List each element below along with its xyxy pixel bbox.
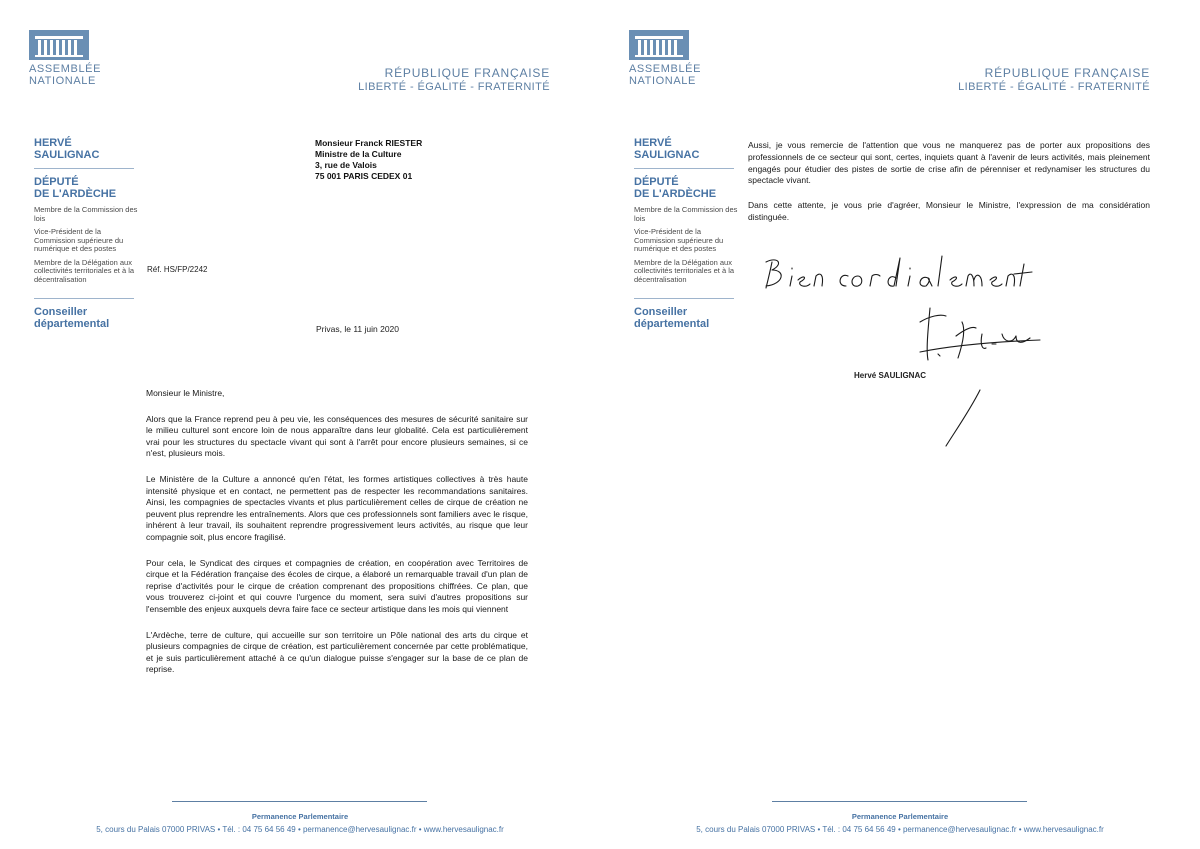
republic-motto: LIBERTÉ - ÉGALITÉ - FRATERNITÉ [958, 81, 1150, 93]
letter-date: Privas, le 11 juin 2020 [316, 324, 400, 334]
other-role-1: Conseiller [634, 306, 688, 318]
handwritten-signature [750, 250, 1050, 450]
sidebar [634, 137, 744, 330]
membership-1: Membre de la Commission des lois [634, 205, 738, 223]
deputy-role-1: DÉPUTÉ [34, 176, 79, 188]
recipient-line: 75 001 PARIS CEDEX 01 [315, 171, 413, 181]
recipient-line: Ministre de la Culture [315, 149, 402, 159]
paragraph: Alors que la France reprend peu à peu vie, les conséquences des mesures de sécurité sanitaire sur le milieu culturel sont encore loin de nous apparaître dans leur globalité. Cela est particulièrement vrai pour les structures du spectacle vivant qui sont à l'arrêt pour encore plusieurs semaines, si ce n'est, plusieurs mois. [146, 413, 528, 459]
republic-motto: LIBERTÉ - ÉGALITÉ - FRATERNITÉ [358, 81, 550, 93]
recipient-address [315, 138, 422, 182]
salutation: Monsieur le Ministre, [146, 388, 225, 398]
deputy-role-1: DÉPUTÉ [634, 176, 679, 188]
footer-divider [172, 801, 427, 802]
paragraph: L'Ardèche, terre de culture, qui accueille sur son territoire un Pôle national des arts du cirque et plusieurs compagnies de cirque de création, est particulièrement concernée par cette problématique, et je suis particulièrement attaché à ce qu'un dialogue puisse s'engager sur la base de ce plan de reprise. [146, 629, 528, 675]
footer-title: Permanence Parlementaire [251, 812, 349, 821]
footer-title: Permanence Parlementaire [851, 812, 949, 821]
paragraph: Aussi, je vous remercie de l'attention que vous ne manquerez pas de porter aux propositions des professionnels de ce secteur qui sont, certes, inquiets quant à l'avenir de leurs activités, mais pleinement engagés pour étudier des pistes de sortie de crise afin de pérenniser et redynamiser les structures du spectacle vivant. [748, 140, 1150, 186]
republic-title: RÉPUBLIQUE FRANÇAISE [984, 66, 1150, 80]
letter-page-2 [600, 0, 1200, 849]
deputy-first-name: HERVÉ [34, 137, 72, 149]
paragraph: Dans cette attente, je vous prie d'agréer, Monsieur le Ministre, l'expression de ma considération distinguée. [748, 200, 1150, 222]
logo-line-2: NATIONALE [629, 75, 696, 87]
logo-line-1: ASSEMBLÉE [29, 63, 102, 75]
other-role-1: Conseiller [34, 306, 88, 318]
footer-divider [772, 801, 1027, 802]
sidebar-divider [634, 168, 734, 169]
membership-2: Vice-Président de la Commission supérieure du numérique et des postes [34, 227, 124, 253]
deputy-last-name: SAULIGNAC [34, 149, 100, 161]
recipient-line: 3, rue de Valois [315, 160, 377, 170]
deputy-role-2: DE L'ARDÈCHE [634, 188, 717, 200]
republic-header [958, 66, 1150, 93]
logo-line-1: ASSEMBLÉE [629, 63, 702, 75]
republic-header [358, 66, 550, 93]
membership-3: Membre de la Délégation aux collectivités territoriales et à la décentralisation [34, 257, 135, 284]
paragraph: Pour cela, le Syndicat des cirques et compagnies de création, en coopération avec Territoires de cirque et la Fédération française des écoles de cirque, a élaboré un remarquable travail d'un plan de reprise d'activités pour le cirque de création comprenant des propositions chiffrées. Ce plan, que vous trouverez ci-joint et qui couvre l'urgence du moment, sera suivi d'autres propositions sur l'ensemble des enjeux auxquels devra faire face ce secteur artistique dans les mois qui viennent [146, 557, 528, 614]
recipient-line: Monsieur Franck RIESTER [315, 138, 423, 148]
assemblee-logo [629, 30, 714, 87]
reference: Réf. HS/FP/2242 [147, 265, 208, 274]
letter-body [146, 388, 528, 690]
other-role-2: départemental [634, 318, 710, 330]
footer-contact: 5, cours du Palais 07000 PRIVAS • Tél. : 04 75 64 56 49 • permanence@hervesaulignac.fr • www.hervesaulignac.fr [696, 825, 1104, 834]
assemblee-emblem-icon [29, 30, 89, 60]
paragraph: Le Ministère de la Culture a annoncé qu'en l'état, les formes artistiques collectives à très haute intensité physique et en contact, ne permettent pas de respecter les recommandations sanitaires. Ainsi, les compagnies de spectacles vivants et plus particulièrement celles de cirque de création ne peuvent plus reprendre les entraînements. Alors que ces professionnels sont familiers avec le risque, inhérent à leur travail, ils souhaitent reprendre progressivement leurs activités, au risque que leur compagnie soit, plus encore fragilisé. [146, 473, 528, 542]
membership-2: Vice-Président de la Commission supérieure du numérique et des postes [634, 227, 724, 253]
membership-1: Membre de la Commission des lois [34, 205, 138, 223]
deputy-first-name: HERVÉ [634, 137, 672, 149]
sidebar-divider [34, 298, 134, 299]
deputy-last-name: SAULIGNAC [634, 149, 700, 161]
sidebar-divider [634, 298, 734, 299]
letter-body [748, 140, 1150, 237]
assemblee-emblem-icon [629, 30, 689, 60]
sidebar-divider [34, 168, 134, 169]
sidebar [34, 137, 144, 330]
republic-title: RÉPUBLIQUE FRANÇAISE [384, 66, 550, 80]
membership-3: Membre de la Délégation aux collectivités territoriales et à la décentralisation [634, 257, 735, 284]
deputy-role-2: DE L'ARDÈCHE [34, 188, 117, 200]
footer-contact: 5, cours du Palais 07000 PRIVAS • Tél. : 04 75 64 56 49 • permanence@hervesaulignac.fr • www.hervesaulignac.fr [96, 825, 504, 834]
logo-line-2: NATIONALE [29, 75, 96, 87]
other-role-2: départemental [34, 318, 110, 330]
signer-name: Hervé SAULIGNAC [854, 371, 927, 380]
assemblee-logo [29, 30, 114, 87]
